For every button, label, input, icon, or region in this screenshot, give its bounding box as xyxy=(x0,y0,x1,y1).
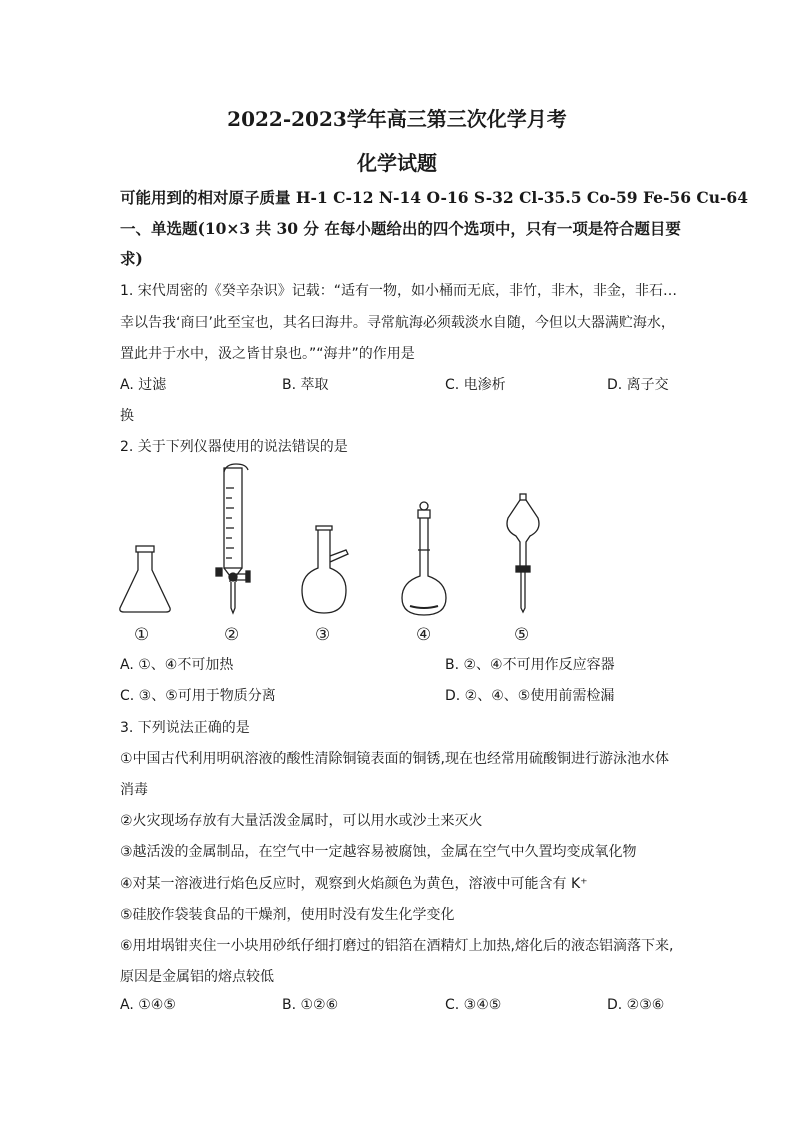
q3-item-6-wrap: 原因是金属铝的熔点较低 xyxy=(120,969,274,985)
q3-option-d[interactable]: D. ②③⑥ xyxy=(607,997,665,1013)
q2-option-d[interactable]: D. ②、④、⑤使用前需检漏 xyxy=(445,688,615,704)
conical-flask-icon xyxy=(120,546,170,612)
apparatus-label-4: ④ xyxy=(416,625,432,645)
volumetric-flask-icon xyxy=(402,502,446,615)
burette-icon xyxy=(216,464,250,613)
q1-stem-line1: 1. 宋代周密的《癸辛杂识》记载：“适有一物，如小桶而无底，非竹，非木，非金，非石… xyxy=(120,283,678,299)
q3-option-a[interactable]: A. ①④⑤ xyxy=(120,997,176,1013)
q3-item-5: ⑤硅胶作袋装食品的干燥剂，使用时没有发生化学变化 xyxy=(120,907,455,923)
apparatus-label-2: ② xyxy=(224,625,240,645)
q1-option-d[interactable]: D. 离子交 xyxy=(607,377,669,393)
atomic-masses-line: 可能用到的相对原子质量 H-1 C-12 N-14 O-16 S-32 Cl-35.5 Co-59 Fe-56 Cu-64 xyxy=(120,188,748,207)
q1-option-a[interactable]: A. 过滤 xyxy=(120,377,167,393)
q3-stem: 3. 下列说法正确的是 xyxy=(120,720,250,736)
apparatus-label-1: ① xyxy=(134,625,150,645)
q2-stem: 2. 关于下列仪器使用的说法错误的是 xyxy=(120,439,348,455)
page-title: 2022-2023学年高三第三次化学月考 xyxy=(227,107,567,131)
q3-option-b[interactable]: B. ①②⑥ xyxy=(282,997,339,1013)
q3-item-2: ②火灾现场存放有大量活泼金属时，可以用水或沙土来灭火 xyxy=(120,813,483,829)
q1-stem-line3: 置此井于水中，汲之皆甘泉也。”“海井”的作用是 xyxy=(120,346,415,362)
section-heading-line2: 求) xyxy=(120,249,143,268)
q1-option-b[interactable]: B. 萃取 xyxy=(282,377,329,393)
section-heading-line1: 一、单选题(10×3 共 30 分 在每小题给出的四个选项中，只有一项是符合题目要 xyxy=(120,219,681,238)
q3-item-3: ③越活泼的金属制品，在空气中一定越容易被腐蚀，金属在空气中久置均变成氧化物 xyxy=(120,844,637,860)
page-subtitle: 化学试题 xyxy=(357,151,437,175)
apparatus-figure xyxy=(112,458,672,648)
q2-option-a[interactable]: A. ①、④不可加热 xyxy=(120,657,234,673)
q2-option-c[interactable]: C. ③、⑤可用于物质分离 xyxy=(120,688,276,704)
q3-item-4: ④对某一溶液进行焰色反应时，观察到火焰颜色为黄色，溶液中可能含有 K⁺ xyxy=(120,876,588,892)
q3-item-1-wrap: 消毒 xyxy=(120,782,148,798)
q2-option-b[interactable]: B. ②、④不可用作反应容器 xyxy=(445,657,615,673)
apparatus-label-3: ③ xyxy=(315,625,331,645)
distilling-flask-icon xyxy=(302,526,348,613)
q1-option-d-wrap: 换 xyxy=(120,408,134,424)
q3-item-6: ⑥用坩埚钳夹住一小块用砂纸仔细打磨过的铝箔在酒精灯上加热,熔化后的液态铝滴落下来, xyxy=(120,938,674,954)
q1-option-c[interactable]: C. 电渗析 xyxy=(445,377,506,393)
q3-item-1: ①中国古代利用明矾溶液的酸性清除铜镜表面的铜锈,现在也经常用硫酸铜进行游泳池水体 xyxy=(120,751,669,767)
separatory-funnel-icon xyxy=(507,494,539,612)
q3-option-c[interactable]: C. ③④⑤ xyxy=(445,997,502,1013)
apparatus-label-5: ⑤ xyxy=(514,625,530,645)
q1-stem-line2: 幸以告我‘商曰’此至宝也，其名曰海井。寻常航海必须载淡水自随，今但以大器满贮海水， xyxy=(120,315,675,331)
